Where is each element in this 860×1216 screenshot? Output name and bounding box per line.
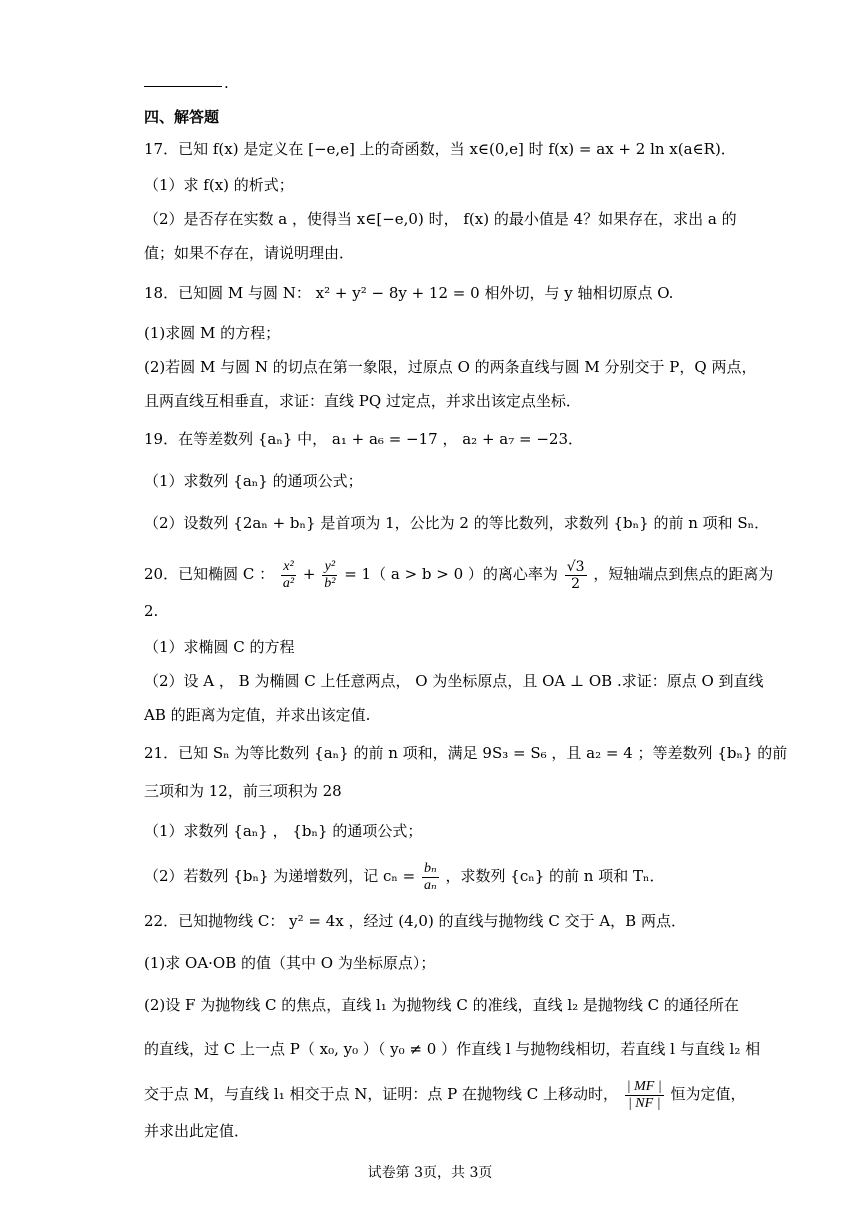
q21-stem-cont: 三项和为 12，前三项积为 28 (144, 782, 342, 800)
q21-part1: （1）求数列 {aₙ} ， {bₙ} 的通项公式； (144, 822, 423, 840)
blank-period: . (224, 74, 229, 92)
q18-part2-cont: 且两直线互相垂直，求证：直线 PQ 过定点，并求出该定点坐标． (144, 392, 581, 410)
q20-stem-cont: 2. (144, 602, 159, 620)
q22-part2-cont3: 并求出此定值． (144, 1122, 250, 1140)
q21-stem: 21．已知 Sₙ 为等比数列 {aₙ} 的前 n 项和，满足 9S₃ = S₆ ，且 a₂ = 4 ；等差数列 {bₙ} 的前 (144, 744, 788, 762)
q22-part2: (2)设 F 为抛物线 C 的焦点，直线 l₁ 为抛物线 C 的准线，直线 l₂ 是抛物线 C 的通径所在 (144, 996, 739, 1014)
q20-part2-cont: AB 的距离为定值，并求出该定值. (144, 706, 371, 724)
q20-part1: （1）求椭圆 C 的方程 (144, 638, 295, 656)
q18-stem: 18．已知圆 M 与圆 N： x² + y² − 8y + 12 = 0 相外切，与 y 轴相切原点 O. (144, 284, 674, 302)
q20-stem-a: 20．已知椭圆 C ： (144, 565, 275, 583)
q18-part1: (1)求圆 M 的方程； (144, 324, 281, 342)
q22-frac-den: | NF | (627, 1095, 661, 1111)
q20-stem-c: ，短轴端点到焦点的距离为 (593, 565, 774, 583)
q20-frac-y-num: y² (322, 559, 337, 576)
page-footer: 试卷第 3页，共 3页 (367, 1165, 493, 1181)
q22-part1: (1)求 OA·OB 的值（其中 O 为坐标原点）； (144, 954, 436, 972)
q19-part1: （1）求数列 {aₙ} 的通项公式； (144, 472, 363, 490)
q20-frac-x-num: x² (281, 559, 296, 576)
answer-blank (144, 86, 222, 87)
q22-stem: 22．已知抛物线 C： y² = 4x ，经过 (4,0) 的直线与抛物线 C 交于 A，B 两点． (144, 912, 686, 930)
q21-frac-c (422, 861, 439, 894)
q22-part2-cont2-b: 恒为定值， (670, 1085, 746, 1103)
q20-frac-x (281, 559, 296, 592)
q20-frac-x-den: a² (282, 575, 295, 591)
q18-part2: (2)若圆 M 与圆 N 的切点在第一象限，过原点 O 的两条直线与圆 M 分别交于 P，Q 两点， (144, 358, 757, 376)
q20-part2: （2）设 A ， B 为椭圆 C 上任意两点， O 为坐标原点，且 OA ⊥ OB .求证：原点 O 到直线 (144, 672, 764, 690)
q21-part2 (144, 856, 665, 896)
q20-frac-e-num: √3 (566, 558, 585, 575)
section-title: 四、解答题 (144, 108, 220, 126)
q21-frac-c-den: aₙ (424, 877, 437, 893)
q22-frac-num: | MF | (626, 1078, 662, 1094)
q21-part2-b: ，求数列 {cₙ} 的前 n 项和 Tₙ． (445, 867, 665, 885)
q22-part2-cont1: 的直线，过 C 上一点 P（ x₀, y₀ ）（ y₀ ≠ 0 ）作直线 l 与抛物线相切，若直线 l 与直线 l₂ 相 (144, 1040, 761, 1058)
q22-frac-mf-nf (625, 1079, 664, 1112)
q20-stem-b: = 1（ a > b > 0 ）的离心率为 (344, 565, 558, 583)
q21-part2-a: （2）若数列 {bₙ} 为递增数列，记 cₙ = (144, 867, 416, 885)
q20-plus: + (302, 565, 316, 583)
q20-stem (144, 554, 773, 594)
q20-frac-e-den: 2 (571, 575, 581, 592)
q19-part2: （2）设数列 {2aₙ + bₙ} 是首项为 1，公比为 2 的等比数列，求数列 {bₙ} 的前 n 项和 Sₙ． (144, 514, 770, 532)
q20-frac-y-den: b² (324, 575, 336, 591)
q22-part2-cont2-a: 交于点 M，与直线 l₁ 相交于点 N，证明：点 P 在抛物线 C 上移动时， (144, 1085, 619, 1103)
q17-part1: （1）求 f(x) 的析式； (144, 176, 294, 194)
q17-stem: 17．已知 f(x) 是定义在 [−e,e] 上的奇函数，当 x∈(0,e] 时 f(x) = ax + 2 ln x(a∈R)． (144, 140, 736, 158)
q22-part2-cont2 (144, 1074, 746, 1114)
q20-frac-e (565, 559, 587, 592)
q19-stem: 19．在等差数列 {aₙ} 中， a₁ + a₆ = −17 ， a₂ + a₇ = −23． (144, 430, 584, 448)
q21-frac-c-num: bₙ (424, 860, 437, 876)
q20-frac-y (322, 559, 337, 592)
q17-part2: （2）是否存在实数 a ，使得当 x∈[−e,0) 时， f(x) 的最小值是 4？如果存在，求出 a 的 (144, 210, 737, 228)
q17-part2-cont: 值；如果不存在，请说明理由． (144, 244, 355, 262)
